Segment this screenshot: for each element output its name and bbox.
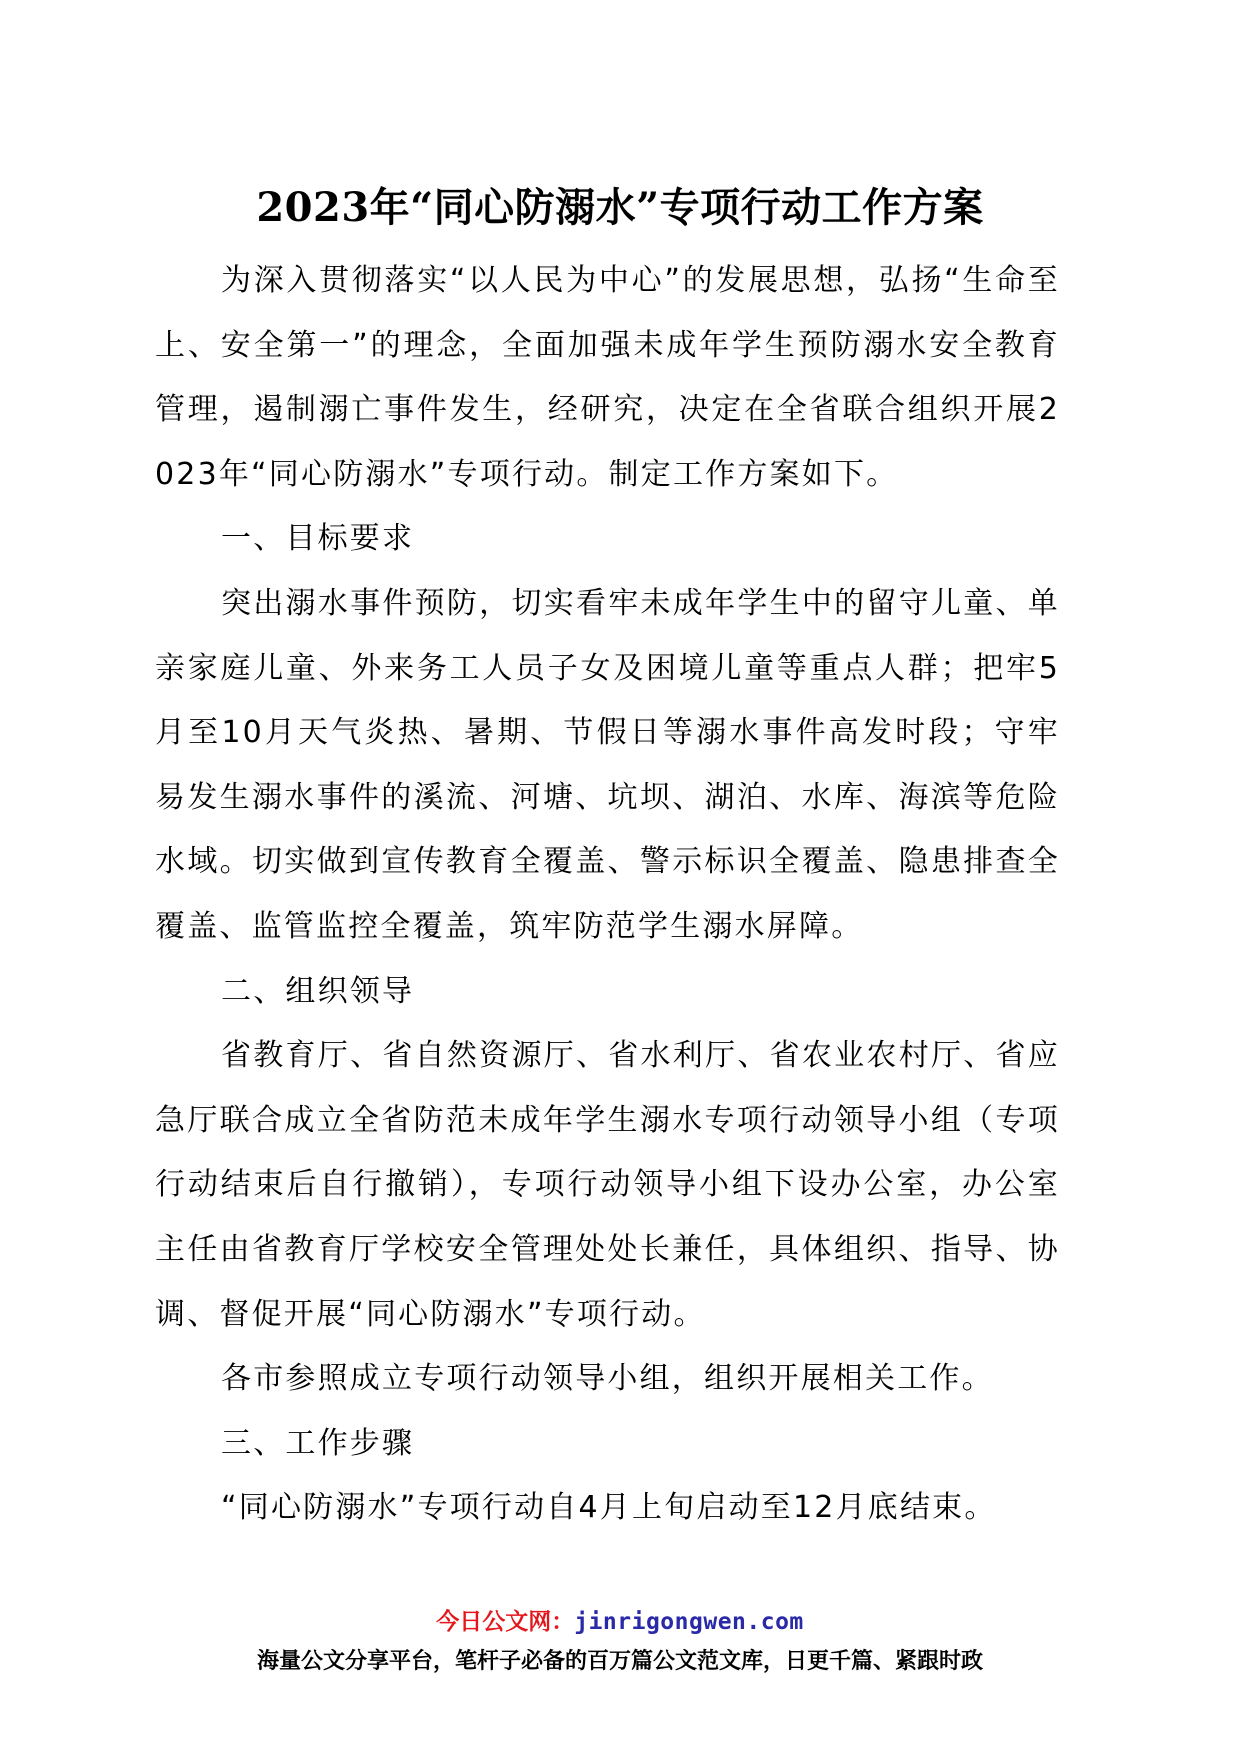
steps-paragraph: “同心防溺水”专项行动自4月上旬启动至12月底结束。 — [221, 1490, 997, 1526]
footer-site-name: 今日公文网： — [436, 1609, 575, 1635]
goals-paragraph: 突出溺水事件预防，切实看牢未成年学生中的留守儿童、单亲家庭儿童、外来务工人员子女及困境儿童等重点人群；把牢5月至10月天气炎热、暑期、节假日等溺水事件高发时段；守牢易发生溺水事件的溪流、河塘、坑坝、湖泊、水库、海滨等危险水域。切实做到宣传教育全覆盖、警示标识全覆盖、隐患排查全覆盖、监管监控全覆盖，筑牢防范学生溺水屏障。 — [155, 585, 1060, 944]
intro-paragraph: 为深入贯彻落实“以人民为中心”的发展思想，弘扬“生命至上、安全第一”的理念，全面加强未成年学生预防溺水安全教育管理，遏制溺亡事件发生，经研究，决定在全省联合组织开展2023年“同心防溺水”专项行动。制定工作方案如下。 — [155, 263, 1060, 492]
footer-site-banner — [0, 1605, 1240, 1639]
section-heading-leadership: 二、组织领导 — [221, 973, 415, 1009]
section-heading-goals: 一、目标要求 — [221, 521, 415, 557]
document-body — [155, 249, 1060, 1541]
leadership-paragraph: 省教育厅、省自然资源厅、省水利厅、省农业农村厅、省应急厅联合成立全省防范未成年学生溺水专项行动领导小组（专项行动结束后自行撤销），专项行动领导小组下设办公室，办公室主任由省教育厅学校安全管理处处长兼任，具体组织、指导、协调、督促开展“同心防溺水”专项行动。 — [155, 1038, 1060, 1332]
footer-slogan: 海量公文分享平台，笔杆子必备的百万篇公文范文库，日更千篇、紧跟时政 — [256, 1649, 983, 1674]
section-heading-steps: 三、工作步骤 — [221, 1425, 415, 1461]
document-title: 2023年“同心防溺水”专项行动工作方案 — [256, 184, 984, 231]
leadership-paragraph-cities: 各市参照成立专项行动领导小组，组织开展相关工作。 — [221, 1361, 994, 1397]
footer-site-url-link[interactable]: jinrigongwen.com — [574, 1609, 804, 1635]
